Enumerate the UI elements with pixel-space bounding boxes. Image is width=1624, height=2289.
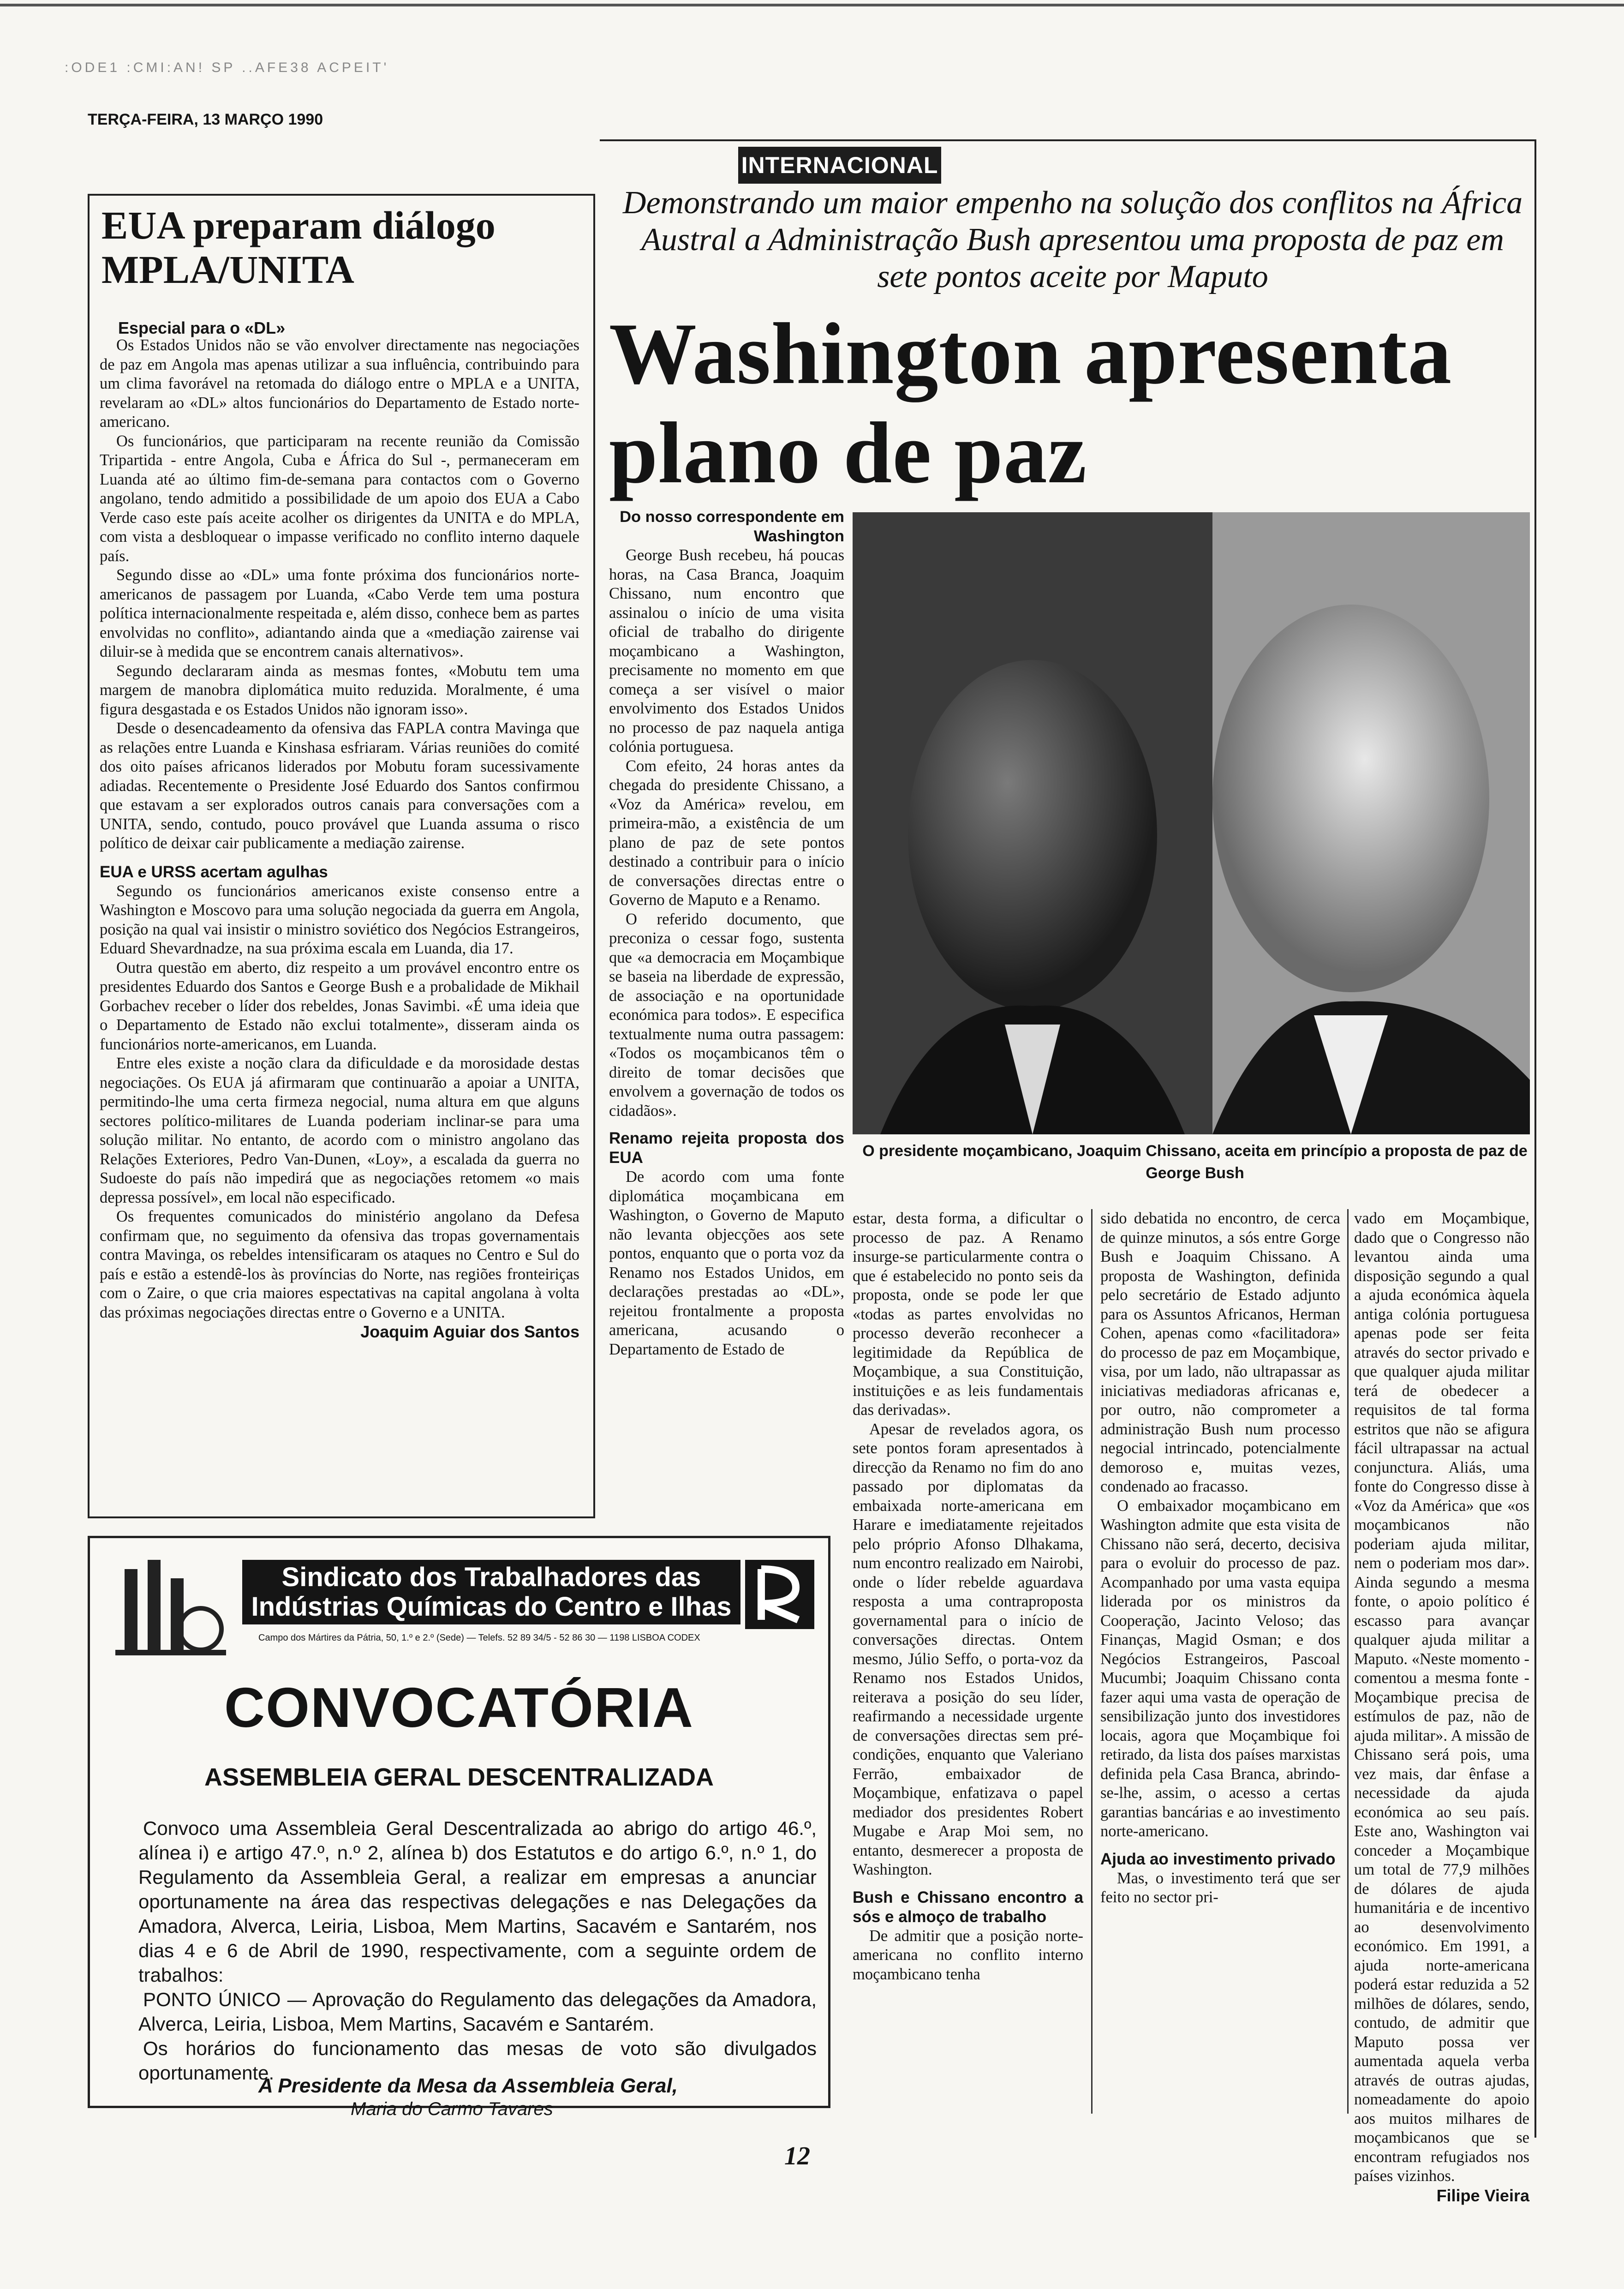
sidebar-author: Joaquim Aguiar dos Santos [360,1322,579,1341]
union-name-line1: Sindicato dos Trabalhadores das [281,1562,701,1592]
sidebar-article-title: EUA preparam diálogo MPLA/UNITA [102,203,496,292]
paragraph: De admitir que a posição norte-americana no conflito interno moçambicano tenha [853,1927,1083,1983]
paragraph: Segundo os funcionários americanos existe consenso entre a Washington e Moscovo para uma solução negociada da guerra em Angola, posição na qual vai insistir o ministro soviético dos Negócios Estrangeiros, Eduard Shevardnadze, na sua próxima escala em Luanda, dia 17. [100,882,579,957]
column-rule [1347,1209,1349,2114]
main-article-col-3 [1100,1209,1340,1907]
notice-title: CONVOCATÓRIA [224,1676,694,1739]
photo-chissano-bush [853,512,1530,1134]
union-name-banner [242,1560,740,1624]
photo-caption: O presidente moçambicano, Joaquim Chissano, aceita em princípio a proposta de paz de George Bush [862,1142,1528,1182]
paragraph: Entre eles existe a noção clara da dificuldade e da morosidade destas negociações. Os EUA já afirmaram que continuarão a apoiar a UNITA, permitindo-lhe uma certa firmeza negocial, numa altura em que alguns sectores político-militares de Luanda poderiam inclinar-se para uma solução militar. No entanto, de acordo com o ministro angolano das Relações Exteriores, Pedro Van-Dunen, «Loy», a escalada da guerra no Sudoeste do país não impedirá que as negociações retomem «o mais depressa possível», em local não especificado. [100,1055,579,1206]
sidebar-byline: Especial para o «DL» [118,318,286,337]
section-tag: INTERNACIONAL [738,147,941,184]
article-deck: Demonstrando um maior empenho na solução dos conflitos na África Austral a Administração Bush apresentou uma proposta de paz em sete pontos aceite por Maputo [622,185,1523,294]
paragraph: Mas, o investimento terá que ser feito no sector pri- [1100,1869,1340,1906]
paragraph: De acordo com uma fonte diplomática moçambicana em Washington, o Governo de Maputo não levanta objecções aos sete pontos, enquanto que o porta voz da Renamo nos Estados Unidos, em declarações prestadas ao «DL», rejeitou frontalmente a proposta americana, acusando o Departamento de Estado de [609,1168,844,1358]
notice-body [138,1816,817,2085]
main-article-col-1 [609,508,844,1359]
paragraph: Com efeito, 24 horas antes da chegada do presidente Chissano, a «Voz da América» revelou, em primeira-mão, a existência de um plano de paz de sete pontos destinado a contribuir para o início de conversações directas entre o Governo de Maputo e a Renamo. [609,757,844,909]
notice-paragraph: Os horários do funcionamento das mesas de voto são divulgados oportunamente. [138,2037,817,2084]
paragraph: Segundo declararam ainda as mesmas fontes, «Mobutu tem uma margem de manobra diplomática muito reduzida. Moralmente, é uma figura desgastada e os Estados Unidos não ignoram isso». [100,662,579,718]
article-frame-right [1534,139,1536,2138]
paragraph: George Bush recebeu, há poucas horas, na Casa Branca, Joaquim Chissano, num encontro que assinalou o início de uma visita oficial de trabalho do dirigente moçambicano a Washington, precisamente no momento em que começa a ser visível o maior envolvimento dos Estados Unidos no processo de paz naquela antiga colónia portuguesa. [609,546,844,755]
paragraph: Outra questão em aberto, diz respeito a um provável encontro entre os presidentes Eduardo dos Santos e George Bush e a probalidade de Mikhail Gorbachev receber o líder dos rebeldes, Jonas Savimbi. «É uma ideia que o Departamento de Estado não exclui totalmente», disseram ainda os funcionários norte-americanos, em Luanda. [100,959,579,1053]
photo-image [853,512,1530,1134]
notice-signatory-title: A Presidente da Mesa da Assembleia Geral, [258,2074,678,2097]
refinery-logo-icon [115,1555,226,1661]
main-article-col-2 [853,1209,1083,1984]
page-number: 12 [784,2142,810,2170]
paragraph: Apesar de revelados agora, os sete pontos foram apresentados à direcção da Renamo no fim do ano passado por diplomatas da embaixada norte-americana em Harare e imediatamente rejeitados pelo próprio Afonso Dlhakama, num encontro realizado em Nairobi, onde o líder rebelde aguardava resposta a uma contraproposta governamental para o início de conversações directas. Ontem mesmo, Júlio Seffo, o porta-voz da Renamo nos Estados Unidos, reiterava a posição do seu líder, reafirmando a necessidade urgente de conversações directas sem pré-condições, enquanto que Valeriano Ferrão, embaixador de Moçambique, enfatizava o papel mediador dos presidentes Robert Mugabe e Arap Moi sem, no entanto, desmerecer a proposta de Washington. [853,1420,1083,1878]
column-rule [1091,1209,1093,2114]
main-article-col-4 [1354,1209,1529,2205]
paragraph: estar, desta forma, a dificultar o processo de paz. A Renamo insurge-se particularmente contra o que é estabelecido no ponto seis da proposta, onde se pode ler que «todas as partes envolvidas no processo deverão reconhecer a legitimidade da República de Moçambique, a sua Constituição, instituições e as leis fundamentais das derivadas». [853,1210,1083,1419]
paragraph: Os funcionários, que participaram na recente reunião da Comissão Tripartida - entre Angola, Cuba e África do Sul -, permaneceram em Luanda até ao último fim-de-semana para contactos com o Governo angolano, tendo admitido a possibilidade de um apoio dos EUA a Cabo Verde caso este país aceite acolher os dirigentes da UNITA e do MPLA, com vista a desbloquear o impasse verificado no conflito interno daquele país. [100,432,579,565]
paragraph: O referido documento, que preconiza o cessar fogo, sustenta que «a democracia em Moçambique se baseia na liberdade de expressão, de associação e na oportunidade económica para todos». E especifica textualmente numa outra passagem: «Todos os moçambicanos têm o direito de tomar decisões que envolvem a governação de todos os cidadãos». [609,910,844,1120]
union-emblem-icon [745,1560,814,1629]
union-address: Campo dos Mártires da Pátria, 50, 1.º e 2.º (Sede) — Telefs. 52 89 34/5 - 52 86 30 — 1198 LISBOA CODEX [258,1633,700,1643]
paragraph: Os Estados Unidos não se vão envolver directamente nas negociações de paz em Angola mas apenas utilizar a sua influência, contribuindo para um clima favorável na retomada do diálogo entre o MPLA e a UNITA, revelaram ao «DL» altos funcionários do Departamento de Estado norte-americano. [100,336,579,431]
paragraph: Os frequentes comunicados do ministério angolano da Defesa confirmam que, no seguimento da ofensiva das tropas governamentais contra Mavinga, os rebeldes intensificaram os ataques no Centro e Sul do país e estão a estendê-los às províncias do Norte, nas regiões fronteiriças com o Zaire, o que cria maiores espectativas na capital angolana à volta das próximas negociações directas entre o Governo e a UNITA. [100,1208,579,1321]
sidebar-article-body [100,336,579,1342]
main-author: Filipe Vieira [1436,2186,1529,2205]
subhead-bush: Bush e Chissano encontro a sós e almoço de trabalho [853,1888,1083,1926]
article-headline: Washington apresenta plano de paz [609,306,1452,502]
main-byline: Do nosso correspondente em Washington [620,508,844,545]
paragraph: O embaixador moçambicano em Washington admite que esta visita de Chissano não será, decerto, decisiva para o evoluir do processo de paz. Acompanhado por uma vasta equipa liderada por os ministros da Cooperação, Jacinto Veloso; das Finanças, Magid Osman; e dos Negócios Estrangeiros, Pascoal Mucumbi; Joaquim Chissano conta fazer aqui uma vasta de operação de sensibilização junto dos investidores locais, agora que Moçambique foi retirado, da lista dos países marxistas definida pela Casa Branca, abrindo-se-lhe, assim, o acesso a certas garantias bancárias e ao investimento norte-americano. [1100,1497,1340,1840]
union-name-line2: Indústrias Químicas do Centro e Ilhas [251,1592,732,1622]
top-rule [0,4,1624,6]
sidebar-subhead: EUA e URSS acertam agulhas [100,863,328,881]
paragraph: Desde o desencadeamento da ofensiva das FAPLA contra Mavinga que as relações entre Luanda e Kinshasa esfriaram. Várias reuniões do comité dos oito países africanos liderados por Mobutu foram sucessivamente adiadas. Recentemente o Presidente José Eduardo dos Santos confirmou que estavam a ser explorados outros canais para conversações com a UNITA, sendo, contudo, pouco provável que Luanda assuma o risco político de deixar cair publicamente a mediação zairense. [100,719,579,852]
subhead-ajuda: Ajuda ao investimento privado [1100,1850,1336,1868]
notice-paragraph: Convoco uma Assembleia Geral Descentralizada ao abrigo do artigo 46.º, alínea i) e artigo 47.º, n.º 2, alínea b) dos Estatutos e do artigo 6.º, n.º 1, do Regulamento da Assembleia Geral, a realizar em empresas a anunciar oportunamente na área das respectivas delegações e nas Delegações da Amadora, Alverca, Leiria, Lisboa, Mem Martins, Sacavém e Santarém, nos dias 4 e 6 de Abril de 1990, respectivamente, com a seguinte ordem de trabalhos: [138,1817,817,1986]
subhead-renamo: Renamo rejeita proposta dos EUA [609,1129,844,1167]
paragraph: sido debatida no encontro, de cerca de quinze minutos, a sós entre Gorge Bush e Joaquim Chissano. A proposta de Washington, definida pelo secretário de Estado adjunto para os Assuntos Africanos, Herman Cohen, apenas como «facilitadora» do processo de paz em Moçambique, visa, por um lado, não ultrapassar as iniciativas mediadoras africanas e, por outro, não comprometer a administração Bush num processo negocial intrincado, potencialmente demoroso e, muitas vezes, condenado ao fracasso. [1100,1210,1340,1495]
paragraph: vado em Moçambique, dado que o Congresso não levantou ainda uma disposição segundo a qual a ajuda económica àquela antiga colónia portuguesa apenas pode ser feita através do sector privado e que qualquer ajuda militar terá de obedecer a requisitos de tal forma estritos que não se afigura fácil ultrapassar na actual conjunctura. Aliás, uma fonte do Congresso disse à «Voz da América» que «os moçambicanos não poderiam ajuda militar, nem o poderiam mos dar». Ainda segundo a mesma fonte, o apoio político é escasso para avançar qualquer ajuda militar a Maputo. «Neste momento - comentou a mesma fonte - Moçambique precisa de estímulos de paz, não de ajuda militar». A missão de Chissano será pois, uma vez mais, dar ênfase a necessidade da ajuda económica ao seu país. Este ano, Washington vai conceder a Moçambique um total de 77,9 milhões de dólares de ajuda humanitária e de incentivo ao desenvolvimento económico. Em 1991, a ajuda norte-americana poderá estar reduzida a 52 milhões de dólares, sendo, contudo, de admitir que Maputo possa ver aumentada aquela verba através de outras ajudas, nomeadamente do apoio aos muitos milhares de moçambicanos que se encontram refugiados nos países vizinhos. [1354,1210,1529,2185]
notice-signatory-name: Maria do Carmo Tavares [351,2099,553,2119]
issue-date: TERÇA-FEIRA, 13 MARÇO 1990 [88,111,323,128]
masthead: :ODE1 :CMI:AN! SP ..AFE38 ACPEIT' [65,60,389,75]
paragraph: Segundo disse ao «DL» uma fonte próxima dos funcionários norte-americanos de passagem por Luanda, «Cabo Verde tem uma postura política internacionalmente respeitada e, além disso, conhece bem as partes envolvidas no conflito», adiantando ainda que a «mediação zairense vai diluir-se à medida que se encontrem canais alternativos». [100,566,579,660]
notice-paragraph: PONTO ÚNICO — Aprovação do Regulamento das delegações da Amadora, Alverca, Leiria, Lisboa, Mem Martins, Sacavém e Santarém. [138,1989,817,2035]
article-frame-top [600,139,1536,141]
notice-subtitle: ASSEMBLEIA GERAL DESCENTRALIZADA [204,1763,714,1791]
